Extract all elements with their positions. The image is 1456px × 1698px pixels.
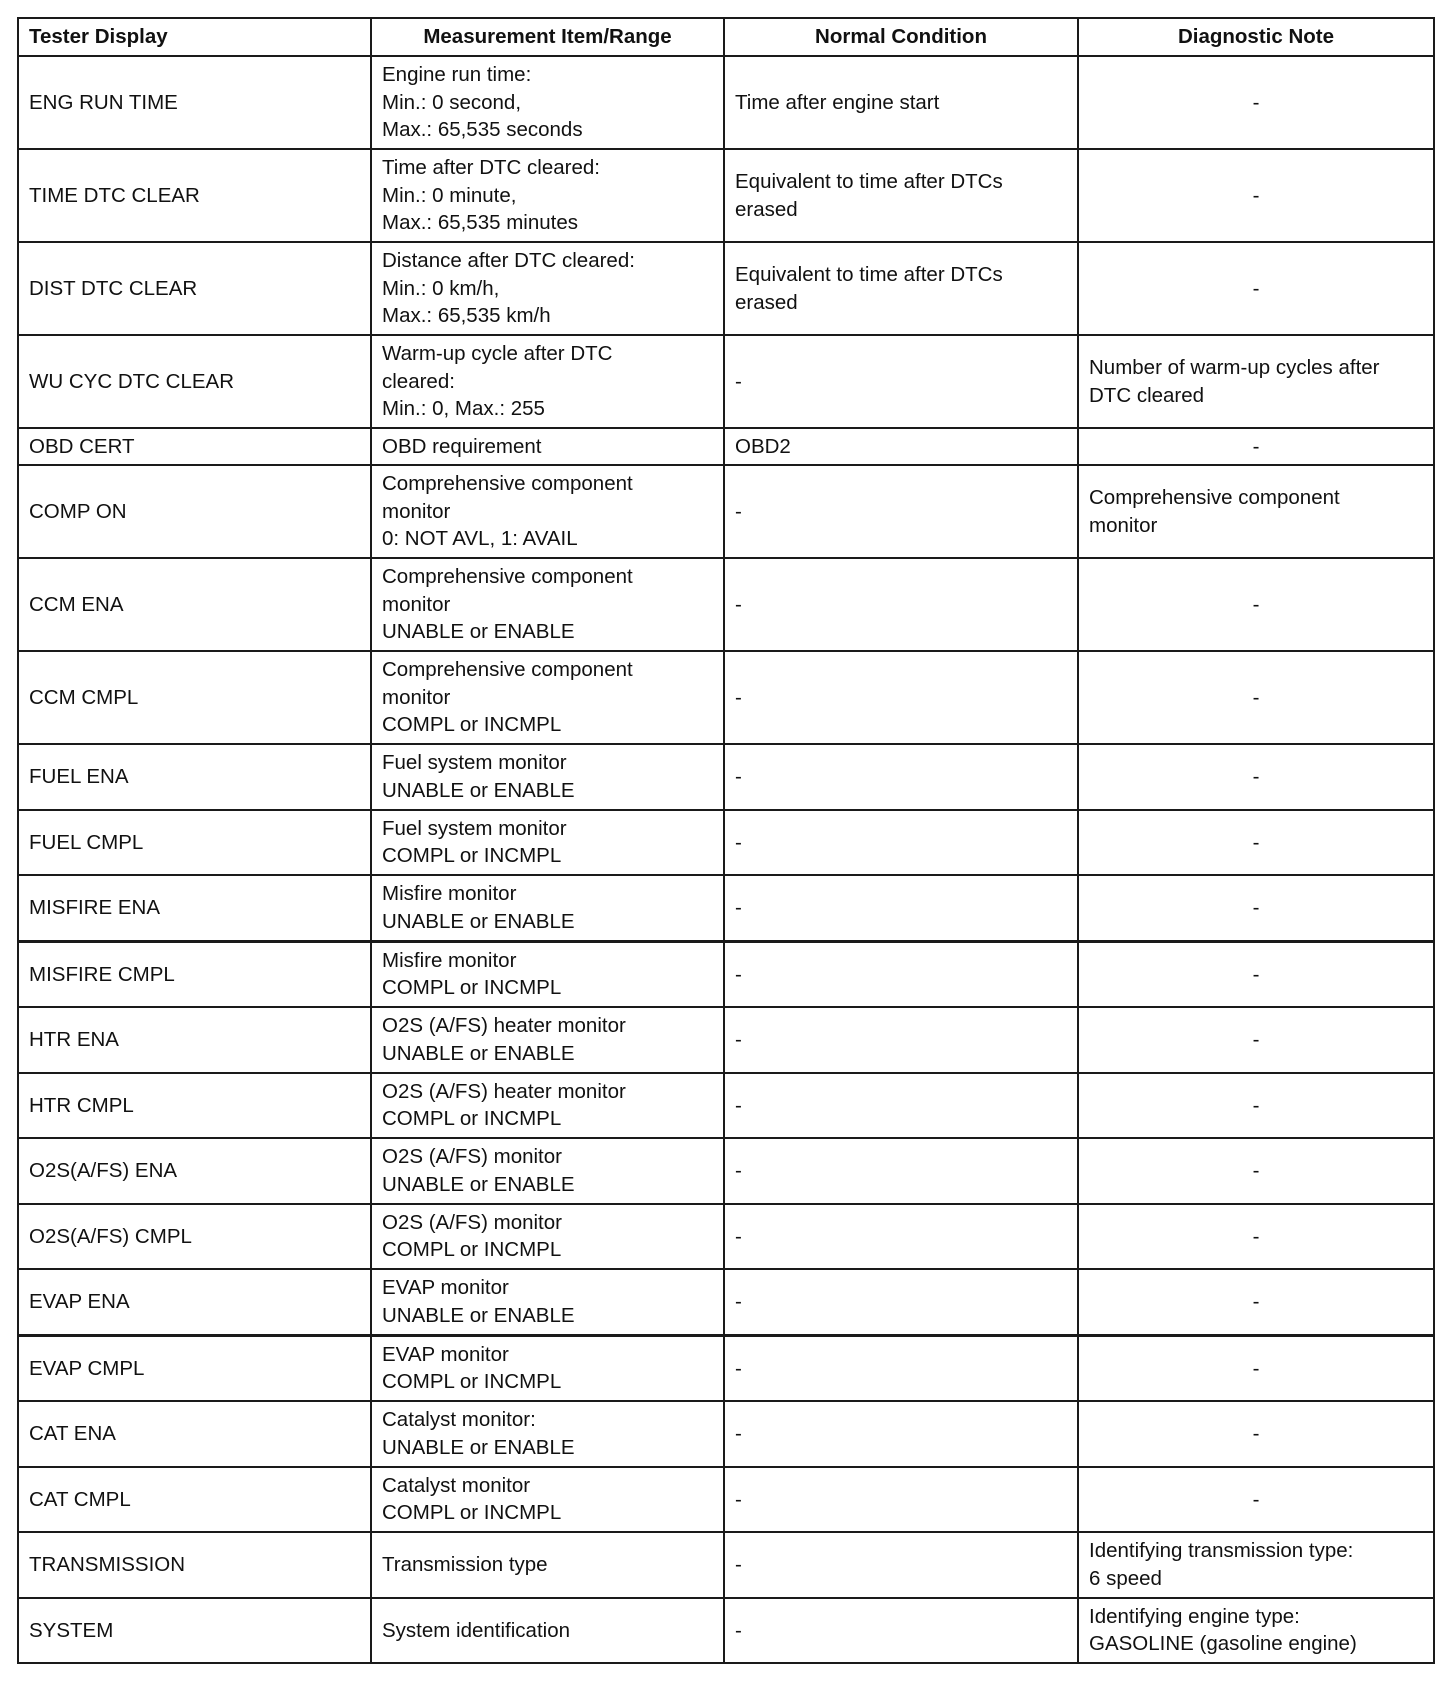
normal-condition-cell: - [724,558,1078,651]
diagnostic-note-cell: - [1078,941,1434,1007]
tester-display-cell: TIME DTC CLEAR [18,149,371,242]
normal-condition-cell: Equivalent to time after DTCs erased [724,149,1078,242]
diagnostic-note-cell: Identifying engine type: GASOLINE (gasoline engine) [1078,1598,1434,1664]
table-row [18,1467,1434,1533]
measurement-cell: System identification [371,1598,724,1664]
table-row [18,941,1434,1007]
measurement-cell: EVAP monitor COMPL or INCMPL [371,1335,724,1401]
diagnostic-note-cell: - [1078,242,1434,335]
table-row [18,242,1434,335]
table-row [18,1007,1434,1073]
measurement-cell: Catalyst monitor COMPL or INCMPL [371,1467,724,1533]
normal-condition-cell: - [724,1073,1078,1139]
header-row [18,18,1434,56]
table-row [18,1532,1434,1598]
normal-condition-cell: - [724,1138,1078,1204]
diagnostic-note-cell: - [1078,1073,1434,1139]
normal-condition-cell: - [724,810,1078,876]
diagnostic-note-cell: - [1078,1467,1434,1533]
measurement-cell: Comprehensive component monitor COMPL or INCMPL [371,651,724,744]
tester-display-cell: FUEL CMPL [18,810,371,876]
table-row [18,335,1434,428]
header-tester-display: Tester Display [18,18,371,56]
diagnostic-note-cell: Comprehensive component monitor [1078,465,1434,558]
tester-display-cell: O2S(A/FS) CMPL [18,1204,371,1270]
measurement-cell: Comprehensive component monitor UNABLE or ENABLE [371,558,724,651]
normal-condition-cell: - [724,651,1078,744]
tester-display-cell: MISFIRE ENA [18,875,371,941]
tester-display-cell: WU CYC DTC CLEAR [18,335,371,428]
data-list-sheet [17,17,1433,1664]
normal-condition-cell: - [724,1269,1078,1335]
normal-condition-cell: - [724,335,1078,428]
measurement-cell: Misfire monitor COMPL or INCMPL [371,941,724,1007]
table-row [18,1138,1434,1204]
measurement-cell: O2S (A/FS) heater monitor COMPL or INCMPL [371,1073,724,1139]
table-row [18,558,1434,651]
tester-display-cell: DIST DTC CLEAR [18,242,371,335]
diagnostic-note-cell: - [1078,1007,1434,1073]
header-normal-condition: Normal Condition [724,18,1078,56]
table-row [18,1598,1434,1664]
measurement-cell: O2S (A/FS) monitor COMPL or INCMPL [371,1204,724,1270]
table-row [18,56,1434,149]
table-row [18,651,1434,744]
tester-display-cell: CCM ENA [18,558,371,651]
normal-condition-cell: OBD2 [724,428,1078,465]
normal-condition-cell: - [724,1335,1078,1401]
measurement-cell: Misfire monitor UNABLE or ENABLE [371,875,724,941]
normal-condition-cell: Time after engine start [724,56,1078,149]
measurement-cell: Fuel system monitor UNABLE or ENABLE [371,744,724,810]
diagnostic-note-cell: - [1078,810,1434,876]
tester-display-cell: CAT CMPL [18,1467,371,1533]
table-row [18,149,1434,242]
tester-display-cell: TRANSMISSION [18,1532,371,1598]
tester-display-cell: EVAP CMPL [18,1335,371,1401]
tester-display-cell: MISFIRE CMPL [18,941,371,1007]
table-row [18,1335,1434,1401]
diagnostic-note-cell: - [1078,744,1434,810]
measurement-cell: EVAP monitor UNABLE or ENABLE [371,1269,724,1335]
table-row [18,744,1434,810]
normal-condition-cell: Equivalent to time after DTCs erased [724,242,1078,335]
measurement-cell: Engine run time: Min.: 0 second, Max.: 65,535 seconds [371,56,724,149]
tester-display-cell: SYSTEM [18,1598,371,1664]
measurement-cell: Fuel system monitor COMPL or INCMPL [371,810,724,876]
table-row [18,1401,1434,1467]
normal-condition-cell: - [724,744,1078,810]
tester-display-cell: EVAP ENA [18,1269,371,1335]
normal-condition-cell: - [724,1532,1078,1598]
tester-display-cell: HTR CMPL [18,1073,371,1139]
normal-condition-cell: - [724,1467,1078,1533]
table-row [18,875,1434,941]
tester-display-cell: FUEL ENA [18,744,371,810]
header-diagnostic-note: Diagnostic Note [1078,18,1434,56]
data-list-table [17,17,1435,1664]
measurement-cell: Comprehensive component monitor 0: NOT AVL, 1: AVAIL [371,465,724,558]
diagnostic-note-cell: - [1078,428,1434,465]
measurement-cell: OBD requirement [371,428,724,465]
measurement-cell: Distance after DTC cleared: Min.: 0 km/h, Max.: 65,535 km/h [371,242,724,335]
normal-condition-cell: - [724,1401,1078,1467]
diagnostic-note-cell: - [1078,875,1434,941]
diagnostic-note-cell: - [1078,558,1434,651]
normal-condition-cell: - [724,465,1078,558]
diagnostic-note-cell: Identifying transmission type: 6 speed [1078,1532,1434,1598]
table-row [18,465,1434,558]
diagnostic-note-cell: - [1078,1401,1434,1467]
measurement-cell: Time after DTC cleared: Min.: 0 minute, Max.: 65,535 minutes [371,149,724,242]
table-row [18,1204,1434,1270]
tester-display-cell: CCM CMPL [18,651,371,744]
diagnostic-note-cell: - [1078,56,1434,149]
diagnostic-note-cell: - [1078,1138,1434,1204]
measurement-cell: Warm-up cycle after DTC cleared: Min.: 0, Max.: 255 [371,335,724,428]
table-row [18,428,1434,465]
normal-condition-cell: - [724,1007,1078,1073]
normal-condition-cell: - [724,1598,1078,1664]
measurement-cell: Catalyst monitor: UNABLE or ENABLE [371,1401,724,1467]
tester-display-cell: HTR ENA [18,1007,371,1073]
measurement-cell: O2S (A/FS) heater monitor UNABLE or ENABLE [371,1007,724,1073]
diagnostic-note-cell: Number of warm-up cycles after DTC cleared [1078,335,1434,428]
tester-display-cell: O2S(A/FS) ENA [18,1138,371,1204]
normal-condition-cell: - [724,875,1078,941]
tester-display-cell: ENG RUN TIME [18,56,371,149]
tester-display-cell: OBD CERT [18,428,371,465]
diagnostic-note-cell: - [1078,1269,1434,1335]
diagnostic-note-cell: - [1078,651,1434,744]
tester-display-cell: CAT ENA [18,1401,371,1467]
diagnostic-note-cell: - [1078,149,1434,242]
table-row [18,810,1434,876]
diagnostic-note-cell: - [1078,1204,1434,1270]
table-row [18,1073,1434,1139]
normal-condition-cell: - [724,941,1078,1007]
tester-display-cell: COMP ON [18,465,371,558]
table-row [18,1269,1434,1335]
diagnostic-note-cell: - [1078,1335,1434,1401]
normal-condition-cell: - [724,1204,1078,1270]
measurement-cell: Transmission type [371,1532,724,1598]
header-measurement-item: Measurement Item/Range [371,18,724,56]
measurement-cell: O2S (A/FS) monitor UNABLE or ENABLE [371,1138,724,1204]
